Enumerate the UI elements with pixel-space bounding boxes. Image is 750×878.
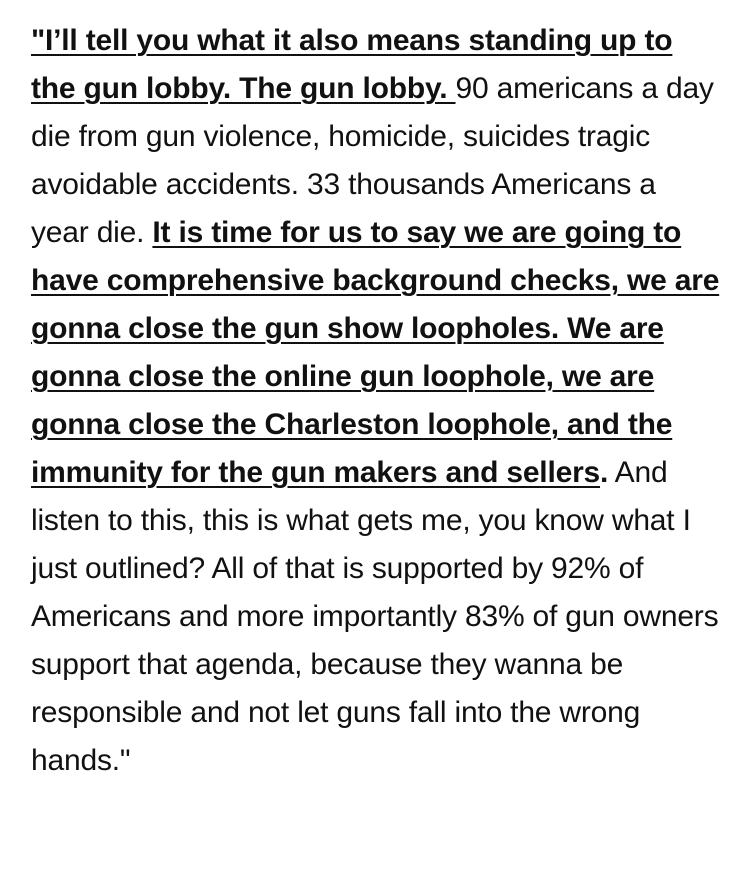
body-text-1: 90 americans a day die from gun violence, homicide, suicides tragic avoidable accidents. 33 thousands Americans a year die. <box>31 72 714 249</box>
body-text-2: And listen to this, this is what gets me, you know what I just outlined? All of that is supported by 92% of Americans and more importantly 83% of gun owners support that agenda, because they wanna be responsible and not let guns fall into the wrong hands." <box>31 456 719 777</box>
bold-period: . <box>600 456 609 489</box>
quote-paragraph <box>31 17 721 785</box>
highlighted-text-2: It is time for us to say we are going to have comprehensive background checks, we are gonna close the gun show loopholes. We are gonna close the online gun loophole, we are gonna close the Charleston loophole, and the immunity for the gun makers and sellers <box>31 216 720 489</box>
highlighted-text-1: "I’ll tell you what it also means standing up to the gun lobby. The gun lobby. <box>31 24 673 105</box>
